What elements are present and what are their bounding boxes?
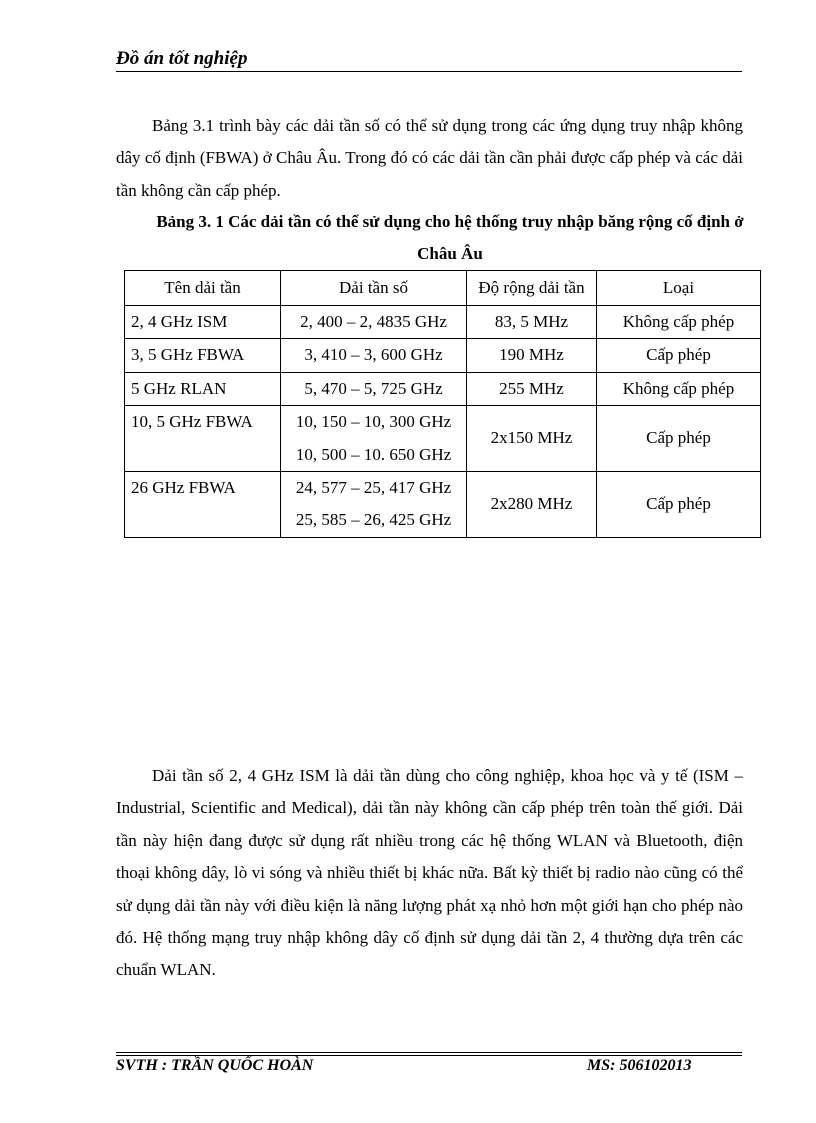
intro-paragraph: Bảng 3.1 trình bày các dải tần số có thể sử dụng trong các ứng dụng truy nhập không dây cố định (FBWA) ở Châu Âu. Trong đó có các dải tần cần phải được cấp phép và các dải tần không cần cấp phép. [116, 116, 743, 200]
body-paragraph: Dải tần số 2, 4 GHz ISM là dải tần dùng cho công nghiệp, khoa học và y tế (ISM – Industrial, Scientific and Medical), dải tần này không cần cấp phép trên toàn thế giới. Dải tần này hiện đang được sử dụng rất nhiều trong các hệ thống WLAN và Bluetooth, điện thoại không dây, lò vi sóng và nhiều thiết bị khác nữa. Bất kỳ thiết bị radio nào cũng có thể sử dụng dải tần này với điều kiện là năng lượng phát xạ nhỏ hơn một giới hạn cho phép nào đó. Hệ thống mạng truy nhập không dây cố định sử dụng dải tần 2, 4 thường dựa trên các chuẩn WLAN. [116, 766, 743, 980]
band-range: 3, 410 – 3, 600 GHz [281, 339, 467, 372]
band-width: 190 MHz [467, 339, 597, 372]
band-name: 5 GHz RLAN [125, 372, 281, 405]
table-row [125, 372, 761, 405]
footer-divider-bottom [116, 1055, 742, 1056]
band-range [281, 472, 467, 538]
band-width: 83, 5 MHz [467, 306, 597, 339]
band-name: 3, 5 GHz FBWA [125, 339, 281, 372]
column-header-type: Loại [597, 271, 761, 306]
band-type: Không cấp phép [597, 306, 761, 339]
band-name: 2, 4 GHz ISM [125, 306, 281, 339]
table-header-row [125, 271, 761, 306]
band-name: 10, 5 GHz FBWA [125, 406, 281, 472]
band-type: Cấp phép [597, 339, 761, 372]
table-row [125, 339, 761, 372]
header-divider [116, 71, 742, 72]
table-row [125, 406, 761, 472]
page-header-title: Đồ án tốt nghiệp [116, 48, 248, 69]
column-header-name: Tên dải tần [125, 271, 281, 306]
band-range: 2, 400 – 2, 4835 GHz [281, 306, 467, 339]
band-range-primary: 10, 150 – 10, 300 GHz [295, 412, 452, 432]
table-row [125, 306, 761, 339]
table-row [125, 472, 761, 538]
band-range [281, 406, 467, 472]
footer-divider-top [116, 1052, 742, 1053]
table-caption: Bảng 3. 1 Các dải tần có thể sử dụng cho hệ thống truy nhập băng rộng cố định ở Châu Âu [156, 212, 744, 263]
band-width: 2x150 MHz [467, 406, 597, 472]
band-range-primary: 24, 577 – 25, 417 GHz [295, 478, 452, 498]
band-range-secondary: 25, 585 – 26, 425 GHz [295, 510, 452, 530]
column-header-width: Độ rộng dải tần [467, 271, 597, 306]
column-header-range: Dải tần số [281, 271, 467, 306]
band-type: Không cấp phép [597, 372, 761, 405]
band-width: 255 MHz [467, 372, 597, 405]
frequency-band-table [124, 270, 761, 538]
band-name: 26 GHz FBWA [125, 472, 281, 538]
band-type: Cấp phép [597, 406, 761, 472]
footer-student-id: MS: 506102013 [587, 1057, 692, 1074]
footer-author: SVTH : TRẦN QUỐC HOÀN [116, 1057, 314, 1074]
band-width: 2x280 MHz [467, 472, 597, 538]
band-range: 5, 470 – 5, 725 GHz [281, 372, 467, 405]
band-range-secondary: 10, 500 – 10. 650 GHz [295, 444, 452, 464]
band-type: Cấp phép [597, 472, 761, 538]
